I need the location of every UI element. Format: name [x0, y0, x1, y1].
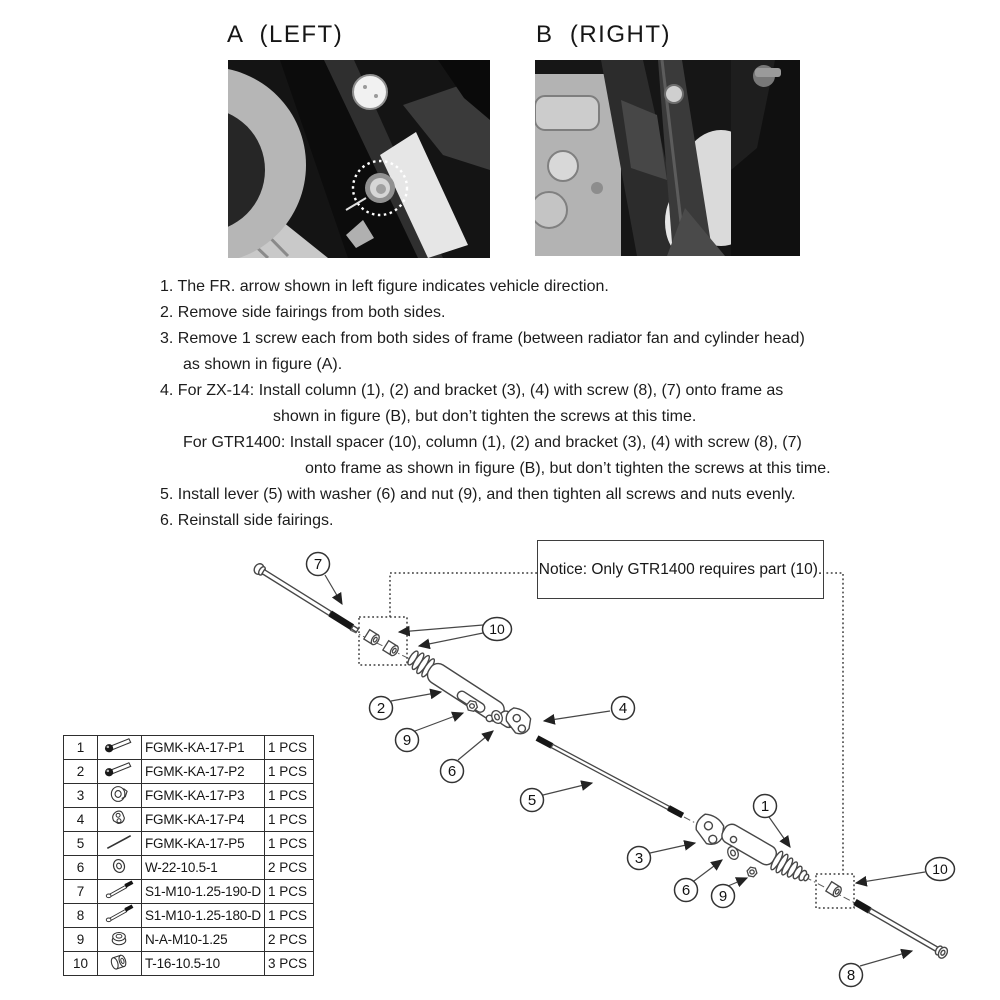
- leader-line: [856, 872, 925, 883]
- parts-table: [63, 735, 314, 976]
- leader-line: [543, 783, 592, 795]
- screw-7-part: [252, 562, 360, 635]
- callout-7: [307, 553, 330, 576]
- svg-text:5: 5: [527, 792, 537, 810]
- part-qty: 1 PCS: [265, 880, 314, 904]
- table-row: [64, 880, 314, 904]
- svg-text:9: 9: [718, 888, 728, 906]
- clamp-bracket-icon: [98, 784, 142, 808]
- part-number: T-16-10.5-10: [142, 952, 265, 976]
- lever-rod-icon: [98, 832, 142, 856]
- table-row: [64, 856, 314, 880]
- part-qty: 2 PCS: [265, 928, 314, 952]
- part-row-number: 10: [64, 952, 98, 976]
- callout-10-upper: [483, 618, 512, 641]
- instruction-line: 6. Reinstall side fairings.: [160, 512, 334, 529]
- instruction-line: 4. For ZX-14: Install column (1), (2) and bracket (3), (4) with screw (8), (7) onto frame as: [160, 382, 784, 399]
- column-2-part: [404, 648, 521, 735]
- part-qty: 1 PCS: [265, 784, 314, 808]
- part-row-number: 8: [64, 904, 98, 928]
- table-row: [64, 784, 314, 808]
- part-row-number: 5: [64, 832, 98, 856]
- clevis-bracket-icon: [98, 808, 142, 832]
- leader-line: [860, 951, 912, 966]
- instruction-line: 5. Install lever (5) with washer (6) and nut (9), and then tighten all screws and nuts evenly.: [160, 486, 796, 503]
- part-number: S1-M10-1.25-180-D: [142, 904, 265, 928]
- callout-6-upper: [441, 760, 464, 783]
- nut-icon: [98, 928, 142, 952]
- instruction-line: as shown in figure (A).: [183, 356, 343, 373]
- svg-text:10: 10: [932, 861, 948, 877]
- part-qty: 3 PCS: [265, 952, 314, 976]
- part-row-number: 3: [64, 784, 98, 808]
- part-qty: 2 PCS: [265, 856, 314, 880]
- instruction-line: shown in figure (B), but don’t tighten the screws at this time.: [273, 408, 697, 425]
- notice-box: [537, 540, 824, 599]
- table-row: [64, 928, 314, 952]
- table-row: [64, 832, 314, 856]
- nut-9-part: [746, 867, 758, 878]
- part-qty: 1 PCS: [265, 904, 314, 928]
- callout-9-upper: [396, 729, 419, 752]
- spacer-10-part: [383, 641, 400, 657]
- part-number: W-22-10.5-1: [142, 856, 265, 880]
- figure-b-label: B (RIGHT): [536, 21, 671, 48]
- instruction-line: 2. Remove side fairings from both sides.: [160, 304, 446, 321]
- svg-text:2: 2: [376, 700, 386, 718]
- part-row-number: 2: [64, 760, 98, 784]
- part-row-number: 4: [64, 808, 98, 832]
- leader-line: [650, 843, 695, 853]
- svg-text:1: 1: [760, 798, 770, 816]
- svg-text:3: 3: [634, 850, 644, 868]
- part-row-number: 6: [64, 856, 98, 880]
- notice-text: Notice: Only GTR1400 requires part (10).: [538, 560, 823, 578]
- part-number: FGMK-KA-17-P5: [142, 832, 265, 856]
- part-number: FGMK-KA-17-P4: [142, 808, 265, 832]
- column-bolt-icon: [98, 736, 142, 760]
- svg-text:7: 7: [313, 556, 323, 574]
- svg-text:6: 6: [447, 763, 457, 781]
- part-qty: 1 PCS: [265, 736, 314, 760]
- leader-line: [769, 817, 790, 847]
- part-number: N-A-M10-1.25: [142, 928, 265, 952]
- table-row: [64, 952, 314, 976]
- screw-8-part: [852, 897, 949, 960]
- leader-line: [419, 633, 483, 646]
- table-row: [64, 760, 314, 784]
- svg-text:4: 4: [618, 700, 628, 718]
- callout-3: [628, 847, 651, 870]
- part-number: FGMK-KA-17-P3: [142, 784, 265, 808]
- svg-text:8: 8: [846, 967, 856, 985]
- instruction-line: 3. Remove 1 screw each from both sides of frame (between radiator fan and cylinder head): [160, 330, 805, 347]
- callout-5: [521, 789, 544, 812]
- part-number: FGMK-KA-17-P1: [142, 736, 265, 760]
- callout-1: [754, 795, 777, 818]
- part-row-number: 9: [64, 928, 98, 952]
- leader-line: [458, 731, 493, 760]
- part-qty: 1 PCS: [265, 832, 314, 856]
- table-row: [64, 904, 314, 928]
- svg-text:10: 10: [489, 621, 505, 637]
- leader-line: [728, 878, 747, 886]
- washer-icon: [98, 856, 142, 880]
- instruction-line: For GTR1400: Install spacer (10), column (1), (2) and bracket (3), (4) with screw (8), (7): [183, 434, 802, 451]
- callout-9-lower: [712, 885, 735, 908]
- callout-10-lower: [926, 858, 955, 881]
- part-qty: 1 PCS: [265, 808, 314, 832]
- part-row-number: 1: [64, 736, 98, 760]
- long-screw-icon: [98, 880, 142, 904]
- callout-6-lower: [675, 879, 698, 902]
- spacer-icon: [98, 952, 142, 976]
- part-qty: 1 PCS: [265, 760, 314, 784]
- figure-a-label: A (LEFT): [227, 21, 344, 48]
- long-screw-icon: [98, 904, 142, 928]
- leader-line: [325, 575, 342, 604]
- instruction-line: onto frame as shown in figure (B), but don’t tighten the screws at this time.: [305, 460, 831, 477]
- instruction-line: 1. The FR. arrow shown in left figure indicates vehicle direction.: [160, 278, 609, 295]
- part-row-number: 7: [64, 880, 98, 904]
- leader-line: [544, 711, 610, 721]
- bracket-4-part: [501, 705, 535, 738]
- part-number: FGMK-KA-17-P2: [142, 760, 265, 784]
- leader-line: [694, 860, 722, 881]
- svg-text:9: 9: [402, 732, 412, 750]
- callout-2: [370, 697, 393, 720]
- table-row: [64, 736, 314, 760]
- leader-line: [399, 625, 483, 632]
- callout-8: [840, 964, 863, 987]
- leader-line: [415, 713, 463, 731]
- leader-line: [391, 692, 441, 701]
- column-bolt-icon: [98, 760, 142, 784]
- part-number: S1-M10-1.25-190-D: [142, 880, 265, 904]
- lever-rod-5-part: [536, 735, 685, 818]
- svg-text:6: 6: [681, 882, 691, 900]
- table-row: [64, 808, 314, 832]
- callout-4: [612, 697, 635, 720]
